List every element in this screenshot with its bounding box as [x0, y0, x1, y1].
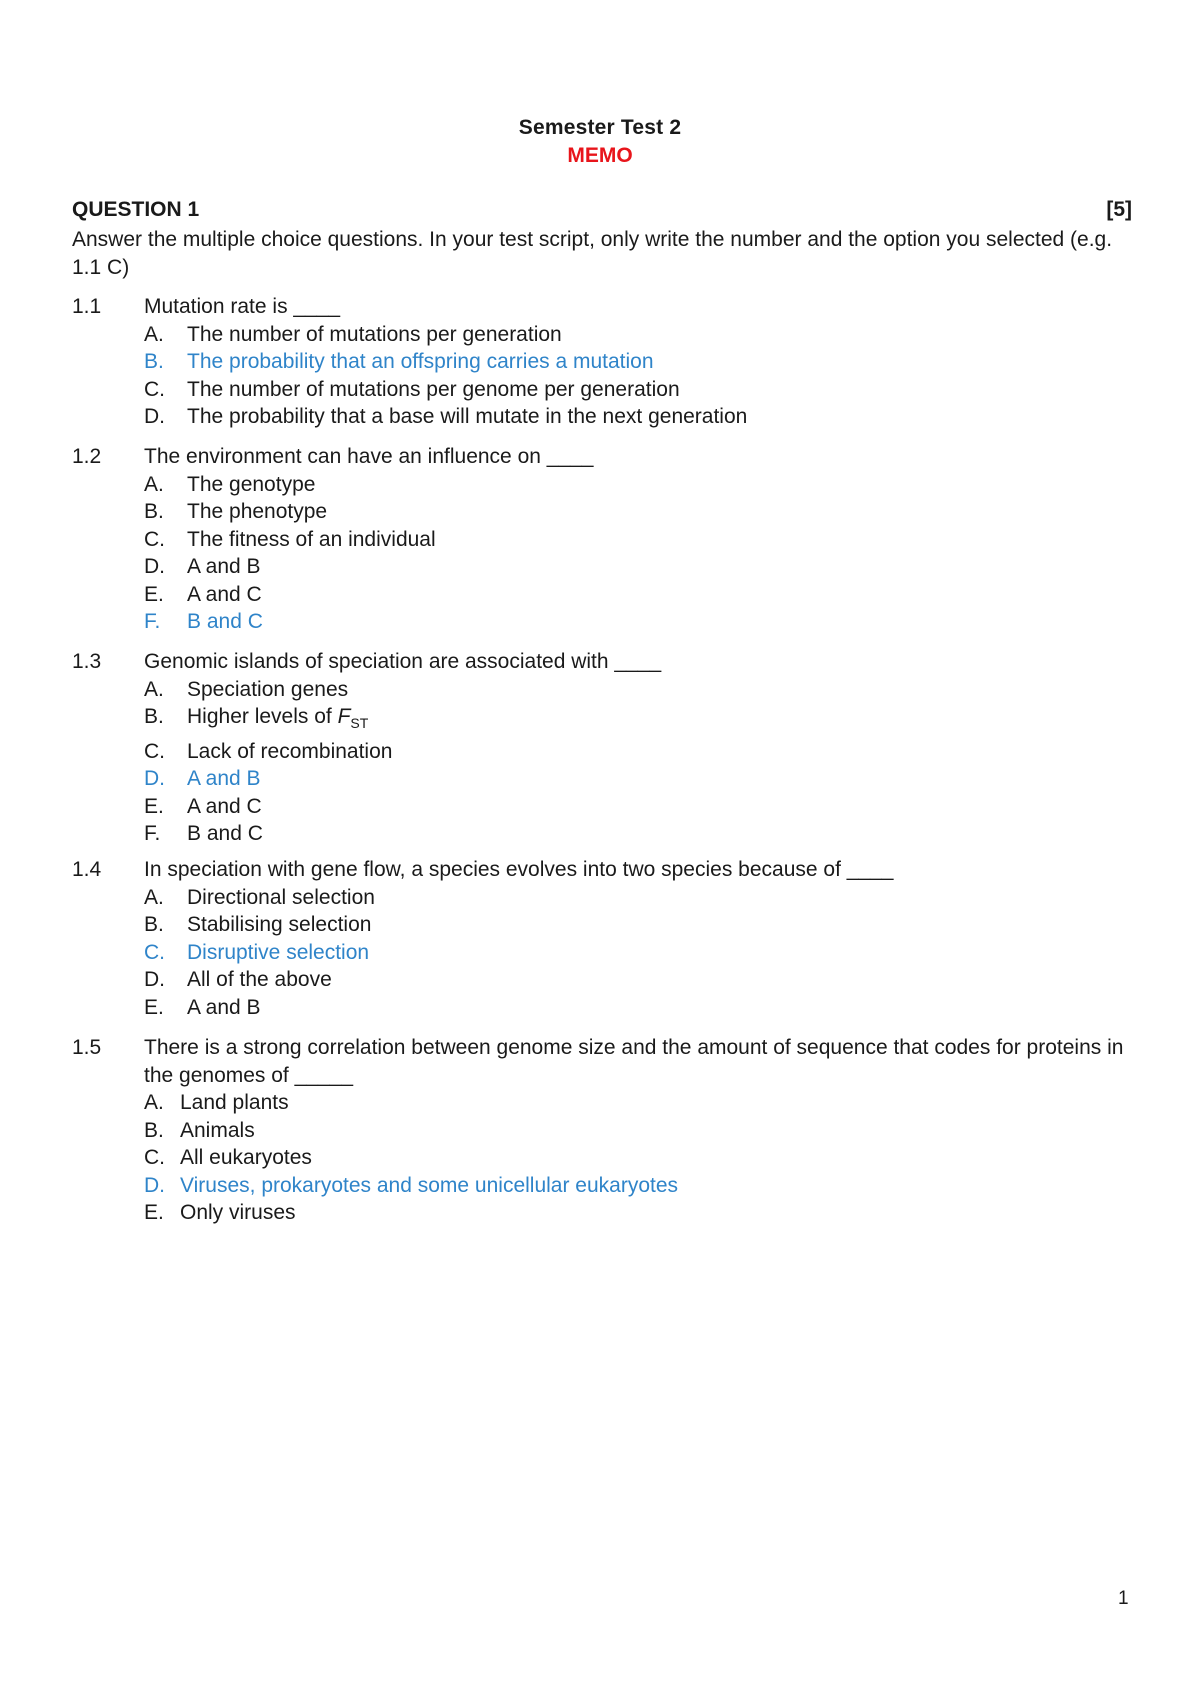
option-text: Directional selection [187, 885, 375, 909]
option-text: The number of mutations per generation [187, 322, 562, 346]
option-c [144, 376, 1132, 404]
option-b [144, 1117, 1132, 1145]
option-b [144, 498, 1132, 526]
option-letter: C. [144, 1146, 165, 1169]
option-text: Higher levels of [187, 705, 338, 728]
option-letter: D. [144, 555, 165, 578]
option-text: A and B [187, 767, 261, 791]
option-text: A and B [187, 555, 261, 578]
option-text: The probability that a base will mutate in the next generation [187, 405, 748, 428]
option-a [144, 676, 1132, 704]
option-letter: A. [144, 472, 164, 496]
option-text: All of the above [187, 968, 332, 991]
option-c-correct [144, 939, 1132, 967]
option-text: The number of mutations per genome per generation [187, 377, 680, 401]
option-text: All eukaryotes [180, 1146, 312, 1169]
option-text: A and C [187, 794, 262, 818]
item-number: 1.3 [72, 650, 102, 673]
option-c [144, 1144, 1132, 1172]
question-title: QUESTION 1 [72, 198, 200, 221]
document-title: Semester Test 2 [518, 116, 682, 139]
option-text: A and B [187, 995, 261, 1019]
option-d-correct [144, 765, 1132, 793]
question-item-1-3 [72, 648, 1132, 848]
option-text: The probability that an offspring carries a mutation [187, 350, 654, 373]
option-letter: D. [144, 767, 165, 791]
option-letter: B. [144, 350, 164, 373]
option-e [144, 1199, 1132, 1227]
page-number: 1 [1118, 1588, 1129, 1609]
question-item-1-2 [72, 443, 1132, 636]
question-item-1-5 [72, 1034, 1132, 1227]
option-letter: B. [144, 705, 164, 728]
option-letter: F. [144, 610, 161, 633]
option-c [144, 526, 1132, 554]
option-text: Animals [180, 1118, 255, 1142]
option-a [144, 884, 1132, 912]
option-text: Viruses, prokaryotes and some unicellular eukaryotes [180, 1173, 679, 1197]
option-text: B and C [187, 610, 263, 633]
item-number: 1.1 [72, 295, 102, 318]
option-b-correct [144, 348, 1132, 376]
option-f [144, 820, 1132, 848]
option-text: Stabilising selection [187, 913, 372, 936]
option-text: Land plants [180, 1091, 289, 1114]
question-instruction: Answer the multiple choice questions. In your test script, only write the number and the option you selected (e.g. 1.1 C) [72, 228, 1113, 279]
fst-symbol: F [337, 705, 351, 728]
option-text: A and C [187, 582, 262, 606]
item-stem: The environment can have an influence on ____ [144, 445, 594, 468]
memo-label: MEMO [567, 144, 633, 167]
item-number: 1.2 [72, 445, 102, 468]
question-heading [72, 198, 1132, 222]
option-e [144, 793, 1132, 821]
option-letter: D. [144, 968, 165, 991]
option-d-correct [144, 1172, 1132, 1200]
option-d [144, 403, 1132, 431]
option-letter: A. [144, 322, 164, 346]
option-letter: E. [144, 794, 164, 818]
option-letter: C. [144, 739, 165, 763]
item-stem: Mutation rate is ____ [144, 295, 341, 318]
option-d [144, 966, 1132, 994]
option-text: Speciation genes [187, 677, 349, 701]
option-letter: B. [144, 500, 164, 523]
option-letter: A. [144, 1091, 164, 1114]
item-stem: In speciation with gene flow, a species evolves into two species because of ____ [144, 858, 894, 881]
option-a [144, 1089, 1132, 1117]
option-a [144, 321, 1132, 349]
option-letter: B. [144, 913, 164, 936]
option-e [144, 581, 1132, 609]
question-item-1-4 [72, 856, 1132, 1021]
item-number: 1.5 [72, 1036, 102, 1059]
option-text: Only viruses [180, 1201, 296, 1224]
option-letter: D. [144, 1173, 165, 1197]
question-item-1-1 [72, 293, 1132, 431]
option-text: The fitness of an individual [187, 527, 436, 551]
option-letter: C. [144, 527, 165, 551]
option-text: The phenotype [187, 500, 328, 523]
option-f-correct [144, 608, 1132, 636]
option-text: The genotype [187, 472, 316, 496]
option-letter: C. [144, 377, 165, 401]
option-c [144, 738, 1132, 766]
option-b [144, 703, 1132, 738]
option-text: B and C [187, 822, 263, 846]
option-letter: E. [144, 995, 164, 1019]
item-number: 1.4 [72, 858, 102, 881]
item-stem: There is a strong correlation between genome size and the amount of sequence that codes for proteins in the genomes of _____ [144, 1036, 1124, 1087]
fst-subscript: ST [350, 715, 369, 732]
option-text: Lack of recombination [187, 739, 393, 763]
option-letter: F. [144, 822, 161, 846]
option-d [144, 553, 1132, 581]
option-e [144, 994, 1132, 1022]
option-letter: B. [144, 1118, 164, 1142]
option-letter: E. [144, 1201, 164, 1224]
option-letter: C. [144, 940, 165, 964]
option-letter: A. [144, 677, 164, 701]
option-letter: D. [144, 405, 165, 428]
option-letter: A. [144, 885, 164, 909]
item-stem: Genomic islands of speciation are associated with ____ [144, 650, 662, 673]
option-text: Disruptive selection [187, 940, 370, 964]
option-letter: E. [144, 582, 164, 606]
question-marks: [5] [1106, 198, 1132, 221]
option-b [144, 911, 1132, 939]
option-a [144, 471, 1132, 499]
